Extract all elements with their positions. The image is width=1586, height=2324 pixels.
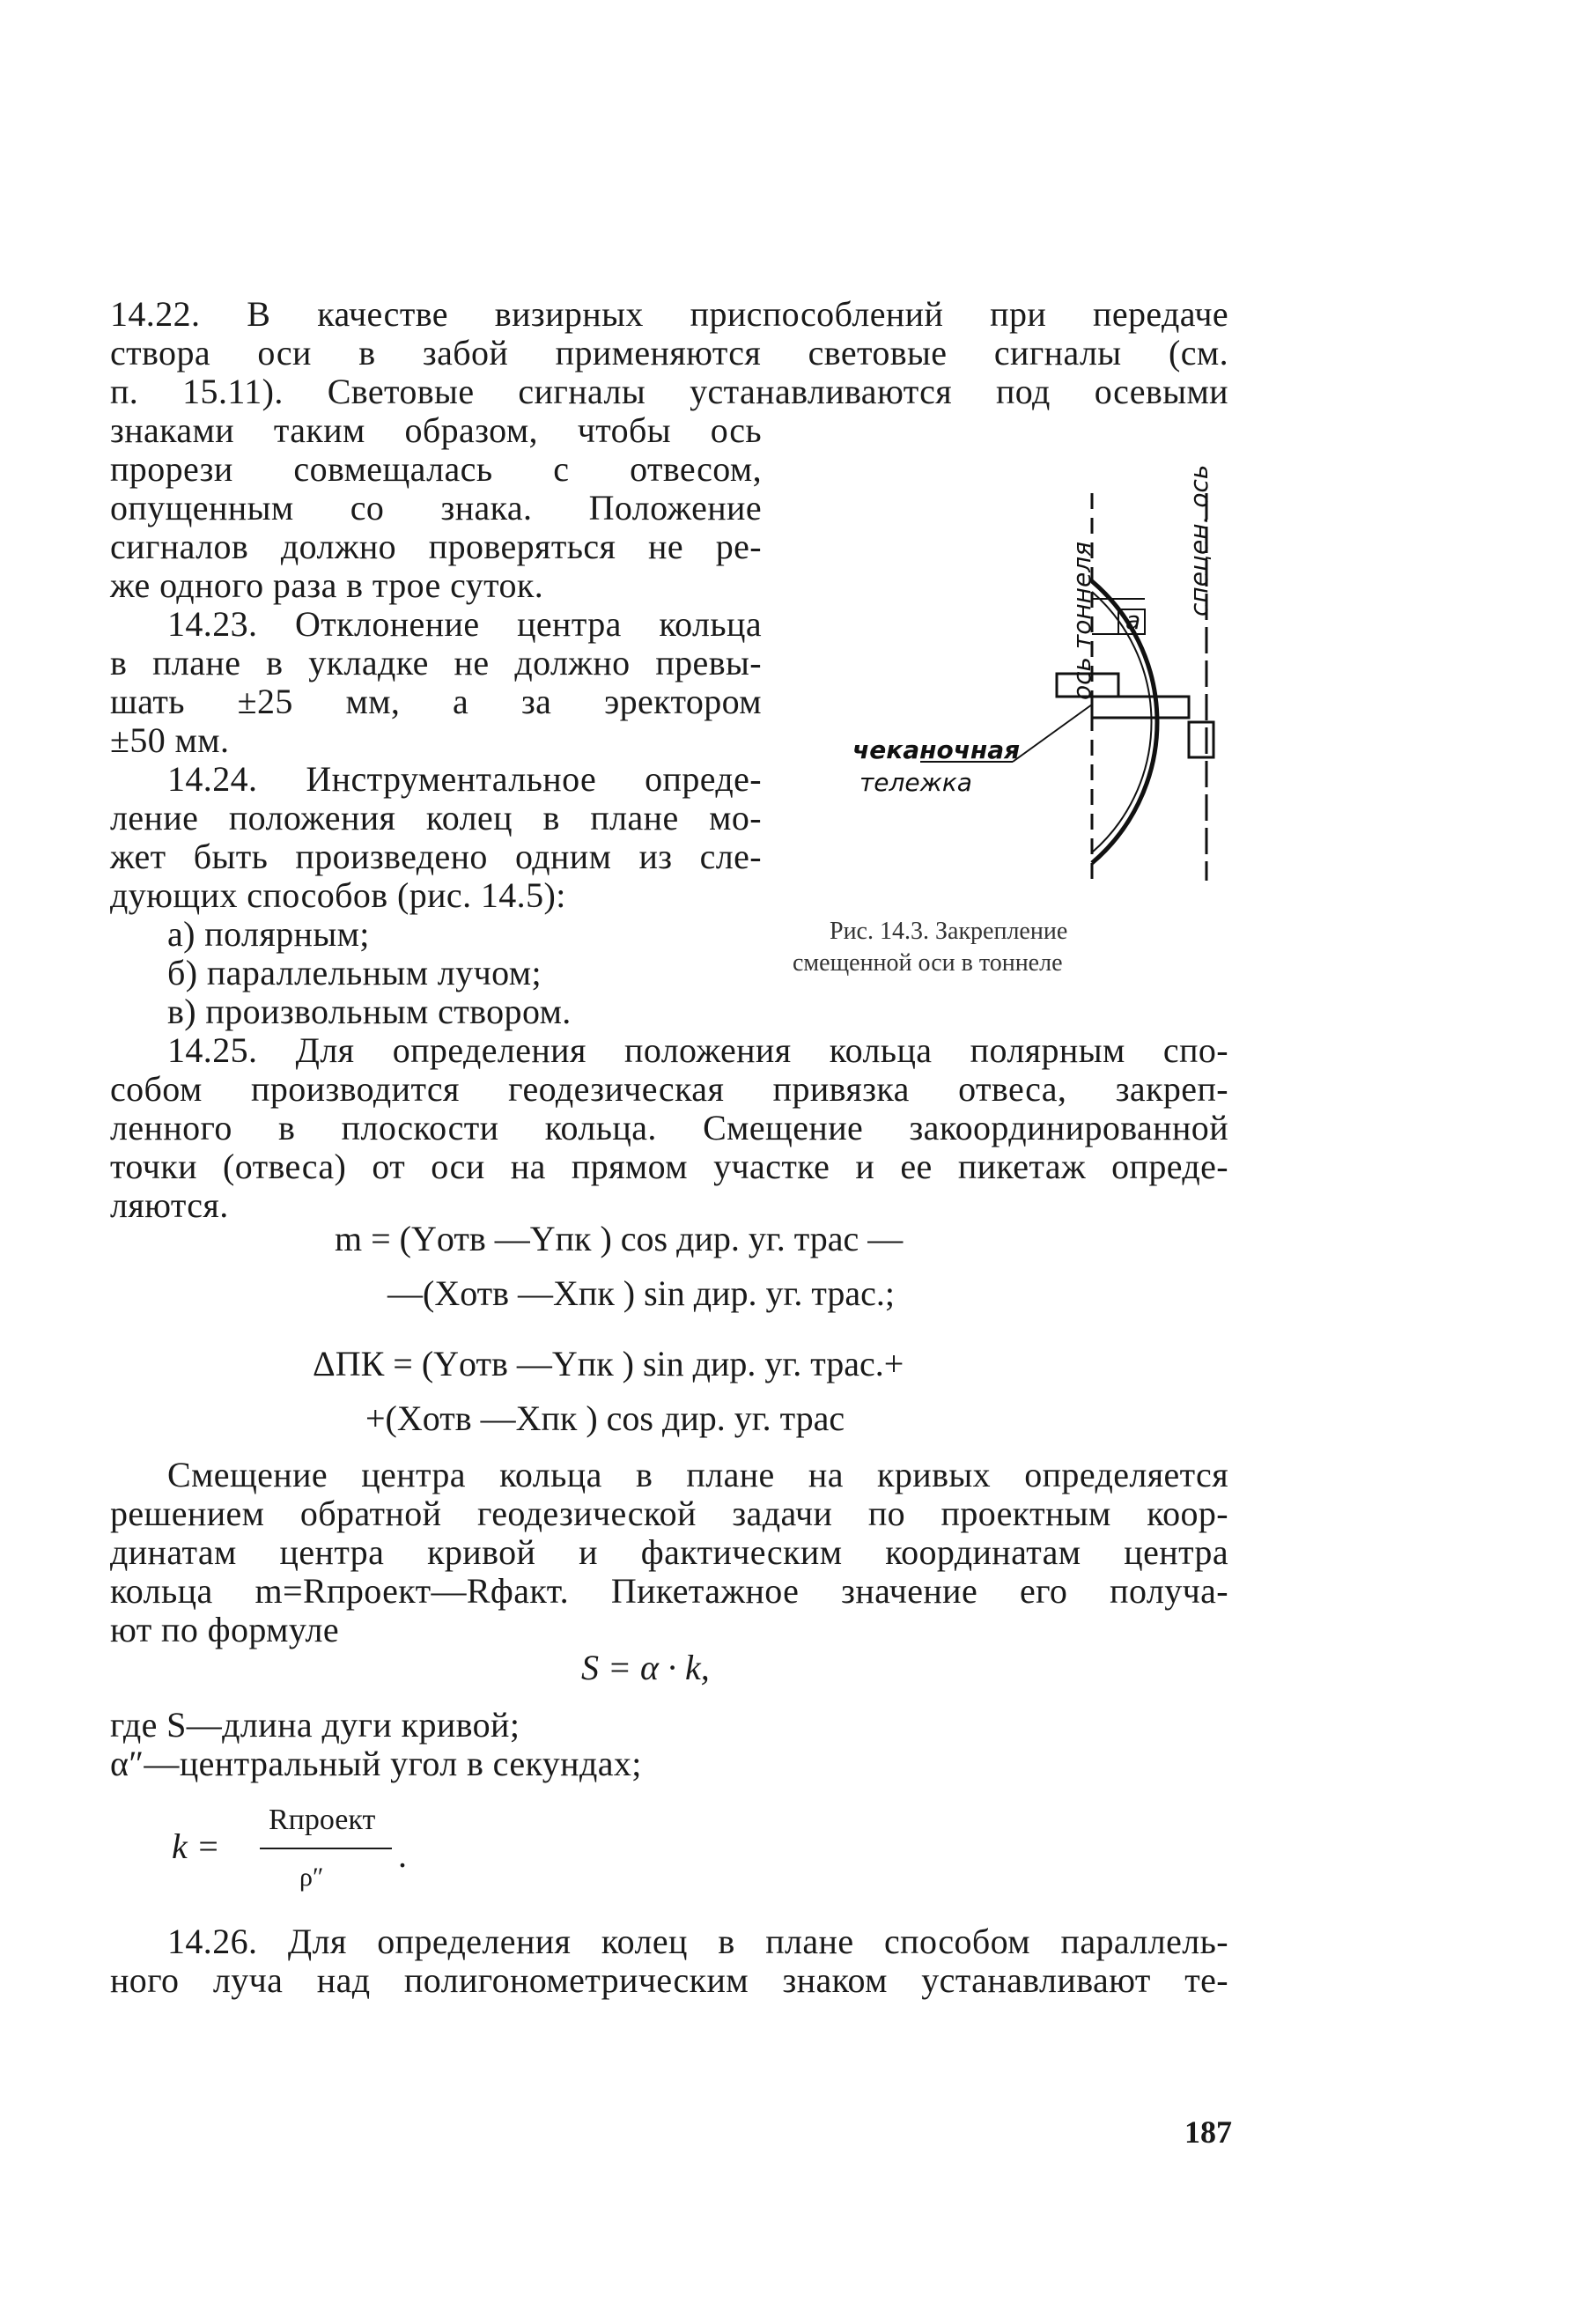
text-line: п. 15.11). Световые сигналы устанавливаются под осевыми bbox=[110, 372, 1228, 411]
text-line: в плане в укладке не должно превы- bbox=[110, 643, 762, 682]
formula-s: S = α · k, bbox=[581, 1648, 710, 1687]
label-tunnel-axis: ось тоннеля bbox=[1067, 542, 1096, 700]
where-line-s: где S—длина дуги кривой; bbox=[110, 1705, 520, 1745]
list-item: в) произвольным створом. bbox=[167, 992, 572, 1031]
figure-caption-line1: Рис. 14.3. Закрепление bbox=[830, 918, 1068, 945]
text-line: ление положения колец в плане мо- bbox=[110, 798, 762, 837]
formula-m-line1: m = (Yотв —Yпк ) cos дир. уг. трас — bbox=[335, 1219, 904, 1258]
text-line: сигналов должно проверяться не ре- bbox=[110, 527, 762, 566]
text-line: ±50 мм. bbox=[110, 720, 230, 760]
text-line: ленного в плоскости кольца. Смещение закоординированной bbox=[110, 1108, 1228, 1147]
tunnel-arc bbox=[1092, 581, 1157, 863]
where-line-alpha: α″—центральный угол в секундах; bbox=[110, 1744, 642, 1783]
text-line: же одного раза в трое суток. bbox=[110, 565, 544, 605]
text-line: 14.23. Отклонение центра кольца bbox=[167, 604, 762, 644]
text-line: дующих способов (рис. 14.5): bbox=[110, 875, 566, 915]
text-line: прорези совмещалась с отвесом, bbox=[110, 449, 762, 489]
page-number: 187 bbox=[1184, 2114, 1232, 2150]
list-item: б) параллельным лучом; bbox=[167, 953, 542, 992]
label-cart-2: тележка bbox=[859, 768, 972, 797]
label-cart-1: чеканочная bbox=[852, 735, 1021, 764]
text-line: кольца m=Rпроект—Rфакт. Пикетажное значение его получа- bbox=[110, 1571, 1228, 1611]
text-line: шать ±25 мм, а за эректором bbox=[110, 682, 762, 721]
text-line: створа оси в забой применяются световые сигналы (см. bbox=[110, 333, 1228, 373]
text-line: 14.26. Для определения колец в плане способом параллель- bbox=[167, 1922, 1228, 1961]
text-line: динатам центра кривой и фактическим координатам центра bbox=[110, 1532, 1228, 1572]
text-line: 14.22. В качестве визирных приспособлений при передаче bbox=[110, 294, 1228, 334]
text-line: 14.25. Для определения положения кольца полярным спо- bbox=[167, 1030, 1228, 1070]
text-line: Смещение центра кольца в плане на кривых определяется bbox=[167, 1455, 1228, 1494]
text-line: точки (отвеса) от оси на прямом участке и ее пикетаж опреде- bbox=[110, 1147, 1228, 1186]
text-line: ляются. bbox=[110, 1185, 229, 1225]
text-line: 14.24. Инструментальное опреде- bbox=[167, 759, 762, 799]
tunnel-arc-inner bbox=[1092, 592, 1152, 852]
text-line: жет быть произведено одним из сле- bbox=[110, 837, 762, 876]
formula-k-denominator: ρ″ bbox=[299, 1863, 324, 1892]
text-line: опущенным со знака. Положение bbox=[110, 488, 762, 528]
figure-caption-line2: смещенной оси в тоннеле bbox=[793, 949, 1063, 977]
text-line: решением обратной геодезической задачи по проектным коор- bbox=[110, 1494, 1228, 1533]
formula-dpk-line2: +(Xотв —Xпк ) cos дир. уг. трас bbox=[365, 1398, 845, 1438]
formula-k-lhs: k = bbox=[172, 1826, 220, 1866]
text-line: ного луча над полигонометрическим знаком устанавливают те- bbox=[110, 1960, 1228, 2000]
list-item: а) полярным; bbox=[167, 914, 370, 954]
text-line: знаками таким образом, чтобы ось bbox=[110, 410, 762, 450]
label-alpha: a bbox=[1125, 606, 1141, 635]
formula-dpk-line1: ΔПК = (Yотв —Yпк ) sin дир. уг. трас.+ bbox=[313, 1344, 904, 1383]
label-offset-axis: спецен. ось bbox=[1184, 464, 1213, 616]
fraction-bar bbox=[260, 1848, 392, 1849]
formula-m-line2: —(Xотв —Xпк ) sin дир. уг. трас.; bbox=[387, 1273, 896, 1313]
formula-k-end: . bbox=[398, 1835, 407, 1875]
text-line: ют по формуле bbox=[110, 1610, 340, 1649]
text-line: собом производится геодезическая привязка отвеса, закреп- bbox=[110, 1069, 1228, 1109]
formula-k-numerator: Rпроект bbox=[269, 1804, 376, 1836]
